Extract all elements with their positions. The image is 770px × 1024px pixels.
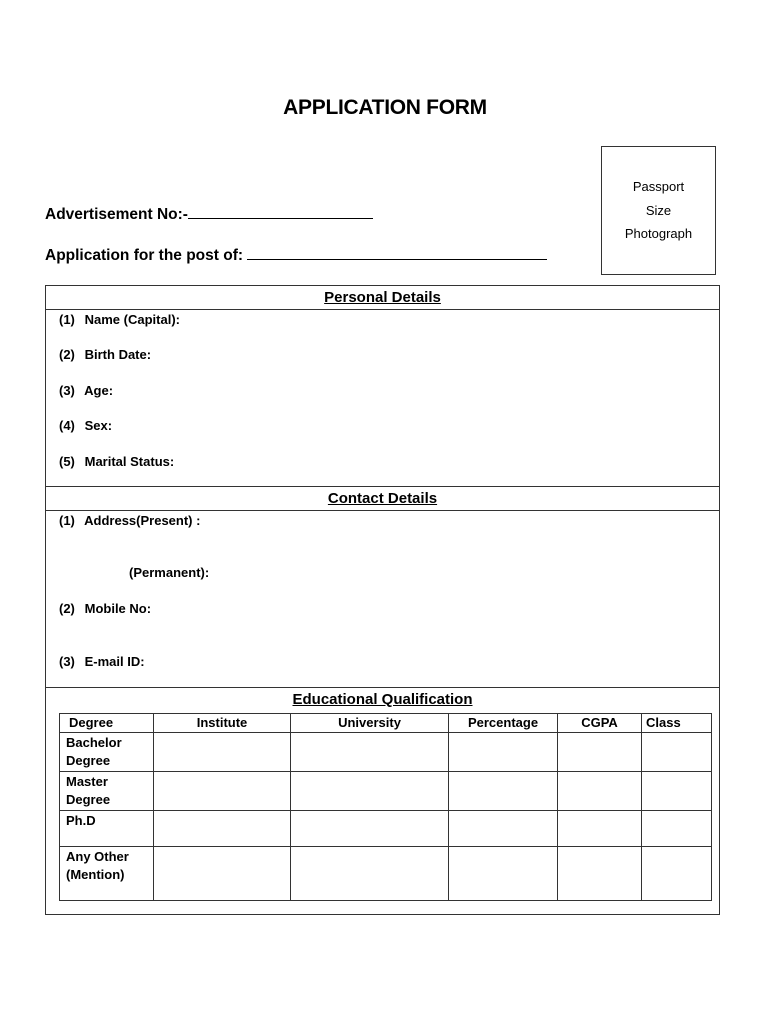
- cgpa-cell[interactable]: [558, 772, 642, 811]
- address-present-field[interactable]: [59, 513, 200, 528]
- degree-cell: Any Other (Mention): [60, 847, 154, 901]
- col-university: University: [291, 714, 449, 733]
- col-percentage: Percentage: [449, 714, 558, 733]
- name-num: (1): [59, 312, 75, 327]
- table-row: [60, 811, 712, 847]
- mobile-label: Mobile No:: [84, 601, 152, 616]
- cgpa-cell[interactable]: [558, 847, 642, 901]
- institute-cell[interactable]: [154, 772, 291, 811]
- university-cell[interactable]: [291, 847, 449, 901]
- col-class: Class: [642, 714, 712, 733]
- percentage-cell[interactable]: [449, 811, 558, 847]
- degree-cell: Bachelor Degree: [60, 733, 154, 772]
- post-label: Application for the post of:: [45, 247, 248, 264]
- email-label: E-mail ID:: [84, 654, 145, 669]
- institute-cell[interactable]: [154, 733, 291, 772]
- sex-field[interactable]: [59, 418, 112, 433]
- table-row: [60, 733, 712, 772]
- post-field: [45, 246, 547, 265]
- address-num: (1): [59, 513, 75, 528]
- age-field[interactable]: [59, 383, 113, 398]
- institute-cell[interactable]: [154, 847, 291, 901]
- email-num: (3): [59, 654, 75, 669]
- education-heading: Educational Qualification: [292, 691, 473, 708]
- passport-photo-box: [601, 146, 716, 275]
- birth-date-label: Birth Date:: [84, 347, 152, 362]
- age-num: (3): [59, 383, 75, 398]
- university-cell[interactable]: [291, 772, 449, 811]
- birth-date-num: (2): [59, 347, 75, 362]
- percentage-cell[interactable]: [449, 847, 558, 901]
- personal-details-heading: Personal Details: [46, 286, 719, 310]
- advertisement-field: [45, 205, 373, 224]
- address-permanent-label: (Permanent):: [129, 565, 210, 580]
- address-permanent-field[interactable]: [129, 565, 209, 580]
- cgpa-cell[interactable]: [558, 733, 642, 772]
- class-cell[interactable]: [642, 772, 712, 811]
- mobile-num: (2): [59, 601, 75, 616]
- marital-status-label: Marital Status:: [84, 454, 175, 469]
- table-row: [60, 772, 712, 811]
- degree-cell: Master Degree: [60, 772, 154, 811]
- table-row: [60, 847, 712, 901]
- marital-status-field[interactable]: [59, 454, 174, 469]
- degree-cell: Ph.D: [60, 811, 154, 847]
- cgpa-cell[interactable]: [558, 811, 642, 847]
- birth-date-field[interactable]: [59, 347, 151, 362]
- name-label: Name (Capital):: [84, 312, 180, 327]
- post-blank[interactable]: [247, 246, 547, 260]
- class-cell[interactable]: [642, 811, 712, 847]
- col-degree: Degree: [60, 714, 154, 733]
- table-header-row: [60, 714, 712, 733]
- percentage-cell[interactable]: [449, 733, 558, 772]
- age-label: Age:: [84, 383, 114, 398]
- name-field[interactable]: [59, 312, 180, 327]
- university-cell[interactable]: [291, 811, 449, 847]
- institute-cell[interactable]: [154, 811, 291, 847]
- advertisement-blank[interactable]: [188, 205, 373, 219]
- education-table: [59, 713, 712, 901]
- col-institute: Institute: [154, 714, 291, 733]
- photo-box-line-2: Size: [645, 202, 672, 218]
- percentage-cell[interactable]: [449, 772, 558, 811]
- sex-label: Sex:: [84, 418, 113, 433]
- contact-details-heading: Contact Details: [46, 487, 719, 511]
- email-field[interactable]: [59, 654, 145, 669]
- advertisement-label: Advertisement No:-: [45, 206, 188, 223]
- class-cell[interactable]: [642, 733, 712, 772]
- photo-box-line-1: Passport: [632, 179, 685, 195]
- mobile-field[interactable]: [59, 601, 151, 616]
- photo-box-line-3: Photograph: [624, 226, 693, 242]
- sex-num: (4): [59, 418, 75, 433]
- marital-status-num: (5): [59, 454, 75, 469]
- university-cell[interactable]: [291, 733, 449, 772]
- class-cell[interactable]: [642, 847, 712, 901]
- col-cgpa: CGPA: [558, 714, 642, 733]
- address-present-label: Address(Present) :: [84, 513, 201, 528]
- form-title: APPLICATION FORM: [283, 96, 487, 119]
